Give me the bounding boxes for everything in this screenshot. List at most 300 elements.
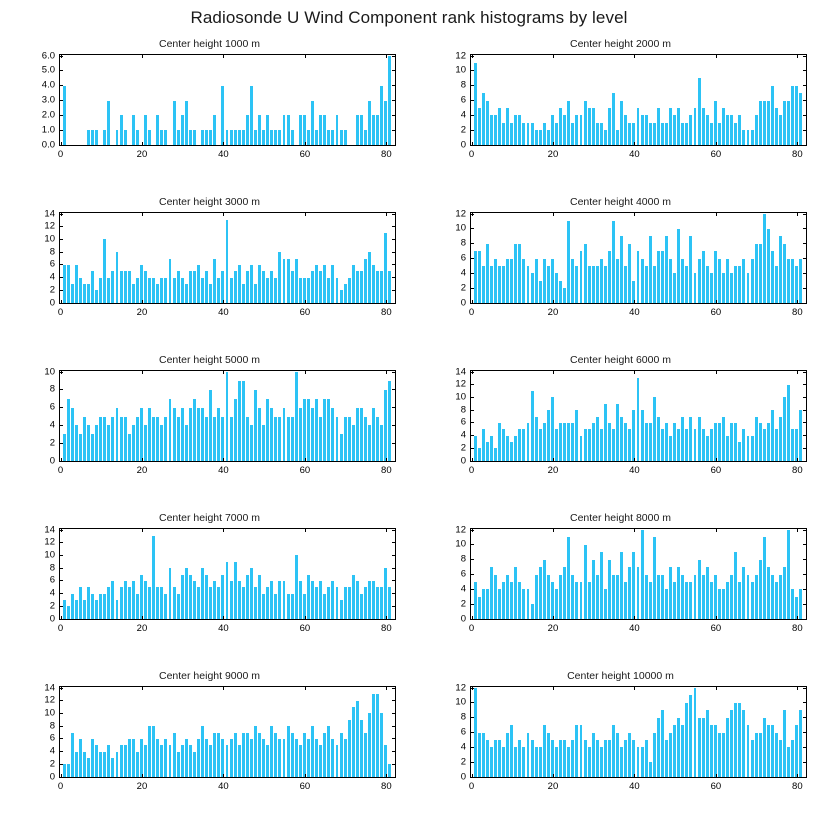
bar: [706, 710, 709, 777]
panel-title: Center height 5000 m: [159, 354, 260, 366]
bar: [551, 259, 554, 304]
bar: [340, 290, 343, 303]
bar: [368, 252, 371, 303]
x-tick-label: 40: [629, 623, 640, 634]
bar: [295, 555, 298, 619]
bar: [95, 290, 98, 303]
bar: [787, 101, 790, 146]
x-tick-label: 20: [547, 465, 559, 476]
bar: [559, 575, 562, 620]
bar: [185, 739, 188, 777]
bar: [738, 582, 741, 619]
bar: [376, 115, 379, 145]
bar: [665, 236, 668, 303]
bar: [795, 597, 798, 619]
chart-panel: [426, 196, 815, 330]
bar: [791, 259, 794, 304]
bar: [319, 271, 322, 303]
bar: [156, 587, 159, 619]
bar: [336, 745, 339, 777]
bar: [620, 236, 623, 303]
bar: [299, 115, 302, 145]
bar: [254, 587, 257, 619]
bar: [628, 733, 631, 778]
y-tick-label: 8: [460, 79, 466, 91]
bar: [238, 381, 241, 461]
plot-area: [470, 686, 807, 778]
bar: [213, 417, 216, 462]
bar: [132, 739, 135, 777]
bar: [356, 408, 359, 461]
bar: [539, 130, 542, 145]
bar: [510, 123, 513, 145]
bar: [478, 251, 481, 303]
y-tick-label: 8: [460, 404, 466, 416]
x-tick-label: 40: [629, 149, 640, 160]
bar: [657, 575, 660, 620]
bar: [209, 130, 212, 145]
bar: [299, 581, 302, 619]
bar: [250, 568, 253, 619]
bar: [665, 589, 668, 619]
bar: [136, 130, 139, 145]
bar: [580, 115, 583, 145]
x-tick-label: 80: [792, 307, 803, 318]
y-tick-label: 2.0: [41, 109, 55, 121]
bar: [91, 271, 94, 303]
bar: [787, 530, 790, 619]
bar: [250, 739, 253, 777]
bar: [315, 739, 318, 777]
bar: [661, 575, 664, 620]
bar: [478, 733, 481, 778]
bar: [657, 417, 660, 462]
bar: [246, 115, 249, 145]
bar: [596, 123, 599, 145]
bar: [563, 567, 566, 619]
x-tick-label: 60: [299, 307, 311, 318]
bar: [132, 115, 135, 145]
bar: [348, 720, 351, 777]
bar: [107, 278, 110, 303]
y-tick-label: 0: [460, 139, 466, 150]
bar: [291, 271, 294, 303]
bar: [718, 123, 721, 145]
bar: [685, 266, 688, 303]
bar: [612, 575, 615, 620]
bar: [79, 278, 82, 303]
x-tick-label: 20: [136, 149, 148, 160]
bar: [767, 725, 770, 777]
bar: [522, 747, 525, 777]
bar: [185, 425, 188, 461]
bar: [571, 259, 574, 304]
bar: [531, 391, 534, 461]
y-tick-label: 8: [49, 246, 55, 258]
bar: [478, 448, 481, 461]
y-tick-label: 12: [44, 536, 55, 548]
bar: [287, 417, 290, 462]
x-tick-label: 80: [792, 781, 803, 792]
bar: [482, 733, 485, 778]
bar: [738, 115, 741, 145]
bar: [494, 740, 497, 777]
bar: [514, 115, 517, 145]
x-tick-label: 60: [299, 465, 311, 476]
y-tick-label: 6.0: [41, 50, 55, 61]
bar: [380, 271, 383, 303]
bar: [63, 600, 66, 619]
chart-panel: [15, 38, 404, 172]
bar: [759, 733, 762, 778]
bar: [779, 575, 782, 620]
bar: [340, 600, 343, 619]
bar: [336, 417, 339, 462]
bar: [356, 701, 359, 777]
bar: [221, 86, 224, 145]
bar: [234, 271, 237, 303]
bar: [193, 271, 196, 303]
bar: [91, 130, 94, 145]
y-tick-label: 3.0: [41, 94, 55, 106]
bar: [344, 739, 347, 777]
bar: [555, 273, 558, 303]
bar: [120, 745, 123, 777]
bar: [763, 429, 766, 461]
bar: [376, 587, 379, 619]
panel-title: Center height 3000 m: [159, 196, 260, 208]
bar: [128, 739, 131, 777]
bar: [384, 233, 387, 303]
y-tick-label: 2: [460, 756, 466, 768]
y-tick-label: 0: [49, 455, 55, 466]
panel-title: Center height 2000 m: [570, 38, 671, 50]
bar: [226, 372, 229, 461]
bar: [502, 266, 505, 303]
bar: [71, 733, 74, 778]
bar: [543, 725, 546, 777]
bar: [502, 429, 505, 461]
bar: [747, 273, 750, 303]
panel-title: Center height 8000 m: [570, 512, 671, 524]
bar: [645, 266, 648, 303]
y-tick-label: 5.0: [41, 64, 55, 76]
bar: [645, 115, 648, 145]
bar: [311, 101, 314, 146]
bar: [230, 130, 233, 145]
chart-panel: [426, 512, 815, 646]
bar: [169, 568, 172, 619]
bar: [584, 740, 587, 777]
bar: [588, 582, 591, 619]
bar: [787, 385, 790, 461]
bar: [775, 582, 778, 619]
bar: [681, 725, 684, 777]
y-tick-label: 0: [460, 771, 466, 782]
bar: [767, 229, 770, 303]
bar: [331, 581, 334, 619]
bar: [352, 265, 355, 303]
bar: [177, 752, 180, 777]
bar: [116, 600, 119, 619]
bar: [661, 429, 664, 461]
bar: [742, 429, 745, 461]
plot-area: [470, 54, 807, 146]
bar: [604, 130, 607, 145]
bar: [616, 259, 619, 304]
bar: [234, 562, 237, 619]
bar: [486, 101, 489, 146]
bar: [185, 101, 188, 146]
bar: [315, 130, 318, 145]
bar: [787, 747, 790, 777]
bar: [116, 252, 119, 303]
bar: [755, 575, 758, 620]
bar: [95, 130, 98, 145]
bar: [242, 587, 245, 619]
bar: [490, 747, 493, 777]
x-tick-label: 20: [136, 623, 148, 634]
x-tick-label: 80: [792, 623, 803, 634]
bar: [535, 747, 538, 777]
bar: [751, 740, 754, 777]
bar: [563, 423, 566, 461]
bar: [140, 408, 143, 461]
bar: [555, 747, 558, 777]
bar: [730, 710, 733, 777]
y-tick-label: 8: [460, 711, 466, 723]
bar: [132, 425, 135, 461]
bar: [75, 265, 78, 303]
bar: [364, 587, 367, 619]
bar: [283, 115, 286, 145]
panel-title: Center height 6000 m: [570, 354, 671, 366]
x-tick-label: 40: [629, 465, 640, 476]
bar: [213, 581, 216, 619]
bar: [698, 78, 701, 145]
bar: [148, 278, 151, 303]
bar: [649, 423, 652, 461]
bar: [608, 560, 611, 619]
bar: [270, 408, 273, 461]
bar: [751, 259, 754, 304]
y-tick-label: 6: [460, 416, 466, 428]
bar: [653, 266, 656, 303]
bar: [665, 740, 668, 777]
bar: [506, 436, 509, 461]
bar: [262, 271, 265, 303]
bar: [726, 259, 729, 304]
bar: [246, 733, 249, 778]
bar: [791, 740, 794, 777]
bar: [702, 108, 705, 145]
bar: [197, 739, 200, 777]
bar: [482, 93, 485, 145]
bar: [230, 739, 233, 777]
bar: [140, 265, 143, 303]
bar: [181, 408, 184, 461]
bar: [221, 417, 224, 462]
bar: [718, 733, 721, 778]
bar: [323, 399, 326, 461]
bar: [299, 408, 302, 461]
bar: [193, 399, 196, 461]
bar: [193, 130, 196, 145]
bar: [197, 265, 200, 303]
bar: [775, 108, 778, 145]
bar: [209, 284, 212, 303]
y-tick-label: 2: [460, 442, 466, 454]
x-tick-label: 20: [547, 781, 559, 792]
bar: [132, 581, 135, 619]
bar: [522, 589, 525, 619]
bar: [173, 587, 176, 619]
bar: [242, 381, 245, 461]
bar: [747, 436, 750, 461]
bar: [303, 278, 306, 303]
y-tick-label: 14: [44, 208, 55, 219]
bar: [673, 582, 676, 619]
bar: [287, 726, 290, 777]
bar: [128, 271, 131, 303]
x-tick-label: 80: [381, 149, 392, 160]
bar: [270, 726, 273, 777]
bar: [193, 581, 196, 619]
bar: [722, 273, 725, 303]
bar: [258, 265, 261, 303]
bar: [258, 733, 261, 778]
y-tick-label: 6: [460, 94, 466, 106]
bar: [331, 265, 334, 303]
bar: [710, 582, 713, 619]
x-tick-label: 80: [792, 149, 803, 160]
chart-panel: [426, 38, 815, 172]
bar: [307, 130, 310, 145]
bar: [226, 745, 229, 777]
bar: [238, 130, 241, 145]
bar: [124, 271, 127, 303]
y-tick-label: 10: [44, 233, 55, 245]
y-tick-label: 2: [460, 124, 466, 136]
y-tick-label: 10: [44, 549, 55, 561]
bar: [95, 600, 98, 619]
bar: [563, 740, 566, 777]
bar: [246, 575, 249, 620]
bar: [295, 372, 298, 461]
bar: [364, 733, 367, 778]
bar: [144, 271, 147, 303]
bar: [624, 423, 627, 461]
bar: [596, 417, 599, 462]
bar: [527, 733, 530, 778]
bar: [584, 244, 587, 303]
bar: [689, 236, 692, 303]
bar: [103, 594, 106, 619]
plot-area: [59, 528, 396, 620]
bar: [238, 745, 241, 777]
bar: [83, 752, 86, 777]
y-tick-label: 12: [44, 220, 55, 232]
bar: [714, 251, 717, 303]
bar: [632, 552, 635, 619]
bar: [201, 278, 204, 303]
bar: [189, 575, 192, 620]
x-tick-label: 80: [381, 623, 392, 634]
y-tick-label: 10: [455, 391, 466, 403]
bar: [278, 130, 281, 145]
bar: [217, 278, 220, 303]
bar: [266, 745, 269, 777]
bar: [681, 123, 684, 145]
plot-area: [59, 54, 396, 146]
bar: [555, 429, 558, 461]
bar: [681, 259, 684, 304]
bar: [160, 278, 163, 303]
bar: [384, 745, 387, 777]
bar: [702, 251, 705, 303]
bar: [360, 408, 363, 461]
bar: [213, 115, 216, 145]
bar: [742, 567, 745, 619]
bar: [79, 434, 82, 461]
bar: [694, 575, 697, 620]
bar: [283, 408, 286, 461]
bar: [63, 434, 66, 461]
bar: [226, 220, 229, 303]
bar: [771, 410, 774, 461]
bar: [799, 93, 802, 145]
x-tick-label: 40: [218, 781, 229, 792]
bar: [164, 417, 167, 462]
bar: [531, 740, 534, 777]
bar: [205, 739, 208, 777]
bar: [767, 101, 770, 146]
bar: [535, 130, 538, 145]
bar: [331, 130, 334, 145]
y-tick-label: 10: [44, 366, 55, 377]
bar: [87, 758, 90, 777]
y-tick-label: 2: [49, 758, 55, 770]
bar: [246, 271, 249, 303]
y-tick-label: 4: [460, 583, 466, 595]
bar: [107, 425, 110, 461]
bar: [722, 108, 725, 145]
bar: [632, 410, 635, 461]
bar: [698, 560, 701, 619]
bar: [616, 404, 619, 461]
bar: [287, 259, 290, 304]
bar: [148, 726, 151, 777]
bar: [596, 266, 599, 303]
bar: [83, 417, 86, 462]
y-tick-label: 0: [49, 613, 55, 624]
bar: [624, 740, 627, 777]
bar: [189, 408, 192, 461]
bar: [612, 725, 615, 777]
bar-series: [60, 529, 395, 619]
bar: [348, 587, 351, 619]
bar: [673, 115, 676, 145]
bar: [527, 423, 530, 461]
bar: [600, 259, 603, 304]
x-tick-label: 0: [57, 623, 64, 634]
bar: [388, 381, 391, 461]
x-tick-label: 20: [547, 307, 559, 318]
bar: [791, 86, 794, 145]
bar: [111, 271, 114, 303]
bar: [291, 733, 294, 778]
bar: [677, 229, 680, 303]
